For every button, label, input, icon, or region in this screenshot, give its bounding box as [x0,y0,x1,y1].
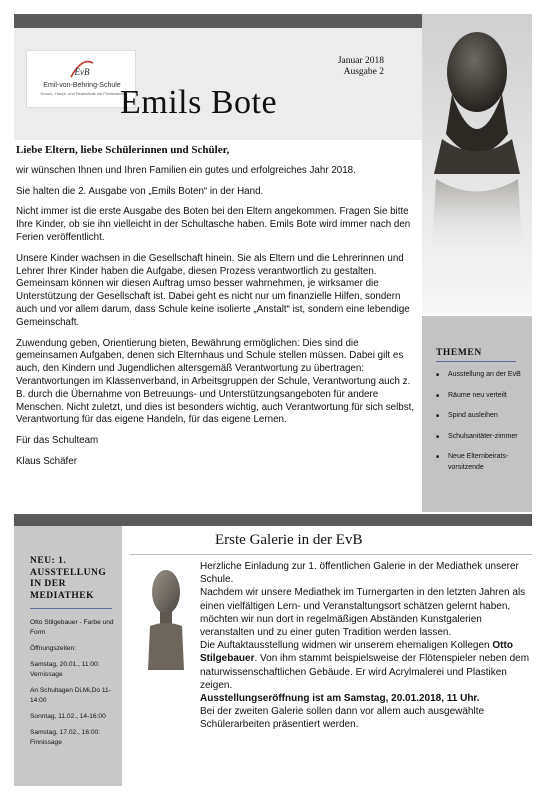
news-title: NEU: 1. AUSSTELLUNG IN DER MEDIATHEK [30,556,107,601]
letter-paragraph: Sie halten die 2. Ausgabe von „Emils Boten“ in der Hand. [16,185,264,197]
themen-divider [436,361,516,362]
top-bar [14,14,422,28]
gallery-rest: . Von ihm stammt beispielsweise der Flötenspieler neben dem naturwissenschaftlichen Gebäude. Er wird Acrylmalerei und Plastiken zeigen. [200,653,530,691]
news-artist: Otto Stilgebauer - Farbe und Form [30,619,114,636]
gallery-text [200,560,532,732]
gallery-paragraph: Bei der zweiten Galerie sollen dann vor allem auch ausgewählte Schülerarbeiten präsentiert werden. [200,706,485,731]
letter-paragraph: Unsere Kinder wachsen in die Gesellschaft hinein. Sie als Eltern und die Lehrerinnen und Lehrer Ihrer Kinder haben die Aufgabe, diesen Prozess verantwortlich zu gestalten. Gemeinsam können wir diesen Auftrag umso besser wahrnehmen, je wirksamer die Unterstützung der Gesellschaft ist. Dabei geht es nicht nur um finanzielle Hilfen, sondern auch und vor allem darum, dass Schule keine isolierte „Anstalt“ ist, sondern eine lebendige Gemeinschaft. [16,252,410,328]
news-date: An Schultagen Di,Mi,Do 11-14:00 [30,687,111,704]
letter-paragraph: Nicht immer ist die erste Ausgabe des Boten bei den Eltern angekommen. Fragen Sie bitte Ihre Kinder, ob sie ihn vielleicht in der Schultasche haben. Emils Bote wird immer nach den Ferien veröffentlicht. [16,206,411,243]
issue-info [300,56,384,78]
artist-name: Otto Stilgebauer [200,640,513,665]
themen-item: ■ Ausstellung an der EvB [436,370,528,381]
themen-item: ■ Räume neu verteilt [436,391,528,402]
section-separator [14,514,532,526]
logo-mark-icon [67,55,97,81]
themen-title: THEMEN [436,348,482,358]
themen-item: ■ Spind ausleihen [436,411,528,422]
letter-paragraph: wir wünschen Ihnen und Ihren Familien ein gutes und erfolgreiches Jahr 2018. [16,164,356,176]
themen-item: ■ Schulsanitäter-zimmer [436,432,528,443]
letter-signature: Klaus Schäfer [16,455,77,467]
letter-paragraph: Zuwendung geben, Orientierung bieten, Bewährung ermöglichen: Dies sind die gemeinsamen Aufgaben, denen sich Elternhaus und Schule stellen müssen. Dabei gilt es auch, den Kindern und Jugendlichen altersgemäß Verantwortung zu übertragen: Verantwortungen im Klassenverband, in Arbeitsgruppen der Schule, Verantwortung auch z. B. durch die Übernahme von Betreuungs- und Unterstützungsangeboten für andere Menschen. Nicht zuletzt, und dies ist besonders wichtig, auch Verantwortung für sich selbst, Verantwortung für das eigene Handeln, für das eigene Lernen. [16,337,415,426]
newsletter-title: Emils Bote [120,84,278,121]
themen-list [436,370,528,483]
issue-date: Januar 2018 [337,56,384,66]
gallery-paragraph: Nachdem wir unsere Mediathek im Turnergarten in den letzten Jahren als einen vielfältigen Lern- und Veranstaltungsort schätzen gelernt haben, möchten wir nun dort in regelmäßigen Abständen Kunstgalerien veranstalten und zu einer guten Tradition werden lassen. [200,587,526,639]
gallery-title: Erste Galerie in der EvB [215,532,363,548]
gallery-paragraph: Herzliche Einladung zur 1. öffentlichen Galerie in der Mediathek unserer Schule. [200,561,519,586]
issue-number: Ausgabe 2 [343,67,384,77]
letter-closing: Für das Schulteam [16,435,99,447]
news-date: Samstag, 20.01., 11:00: Vernissage [30,661,100,678]
news-divider [30,608,112,609]
letter-section [16,144,416,477]
gallery-opening: Ausstellungseröffnung ist am Samstag, 20.01.2018, 11 Uhr. [200,693,480,705]
logo-tagline: Grund-, Haupt- und Realschule mit Förderstufe [40,91,124,96]
gallery-intro: Die Auftaktausstellung widmen wir unserem ehemaligen Kollegen [200,640,490,652]
letter-greeting: Liebe Eltern, liebe Schülerinnen und Schüler, [16,144,230,156]
svg-text:EvB: EvB [74,67,90,77]
news-hours-label: Öffnungszeiten: [30,645,77,652]
gallery-divider [130,554,532,555]
themen-item: ■ Neue Elternbeirats-vorsitzende [436,452,528,473]
news-date: Samstag, 17.02., 16:00: Finnissage [30,729,101,746]
logo-school-name: Emil-von-Behring-Schule [43,82,121,89]
gallery-paragraph [200,639,532,692]
news-date: Sonntag, 11.02., 14-16:00 [30,713,106,720]
news-details [30,618,120,754]
bust-photo [422,14,532,314]
sculpture-photo [138,562,194,672]
